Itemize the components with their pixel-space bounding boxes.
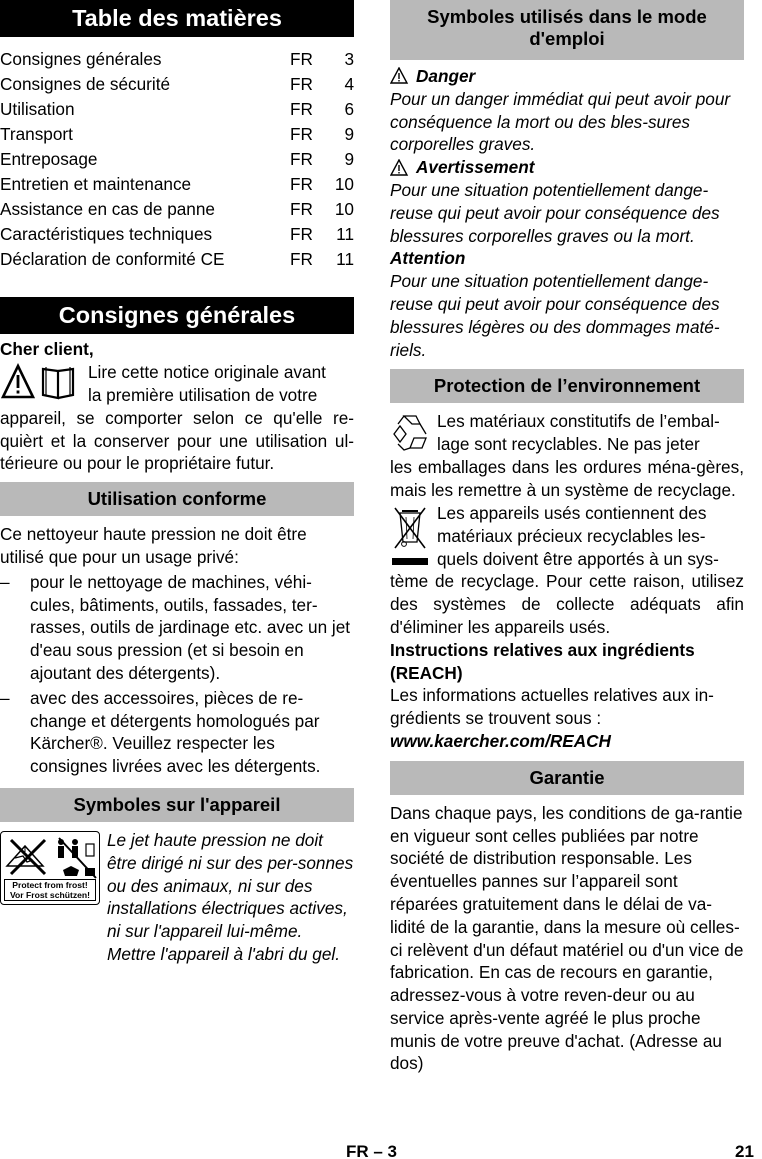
warning-text: Pour une situation potentiellement dange-reuse qui peut avoir pour conséquence des blessures corporelles graves ou la mort.: [390, 179, 720, 246]
toc-entry-label: Transport: [0, 124, 73, 144]
weee-text: tème de recyclage. Pour cette raison, utilisez des systèmes de collecte adéquats afin d'éliminer les appareils usés.: [390, 571, 744, 637]
list-item: [0, 571, 354, 685]
toc-entry-page: 4: [344, 74, 354, 94]
toc-entry-label: Entreposage: [0, 149, 98, 169]
toc-entry-page: 11: [336, 224, 354, 244]
crossed-bin-icon: [390, 504, 430, 568]
recycle-line-2: lage sont recyclables. Ne pas jeter: [437, 434, 700, 455]
toc-entry-lang: FR: [290, 74, 313, 94]
weee-line-1: Les appareils usés contiennent des: [437, 502, 707, 523]
recycle-block: [390, 410, 744, 502]
toc-entry[interactable]: [0, 247, 354, 272]
footer-page-label: FR – 3: [346, 1142, 398, 1159]
warning-triangle-icon: [390, 159, 416, 177]
environment-section: [390, 410, 744, 752]
toc-entry-label: Entretien et maintenance: [0, 174, 192, 194]
recycle-icon: [390, 412, 430, 454]
manual-symbols-heading: Symboles utilisés dans le mode d'emploi: [390, 0, 744, 60]
weee-block: [390, 502, 744, 639]
proper-use-section: [0, 523, 354, 778]
toc-entry[interactable]: [0, 172, 354, 197]
toc-entry-label: Consignes générales: [0, 49, 162, 69]
warning-label: Avertissement: [416, 157, 535, 178]
toc-entry-page: 10: [334, 199, 354, 219]
device-label-image: [0, 831, 100, 905]
warranty-text: Dans chaque pays, les conditions de ga-rantie en vigueur sont celles publiées par notre société de distribution responsable. Les éventuelles pannes sur l’appareil sont réparées gratuitement dans le délai de va-lidité de la garantie, dans la mesure où celles-ci relèvent d'un défaut matériel ou d'un vice de fabrication. En cas de recours en garantie, adressez-vous à votre reven-deur ou au service après-vente agréé le plus proche munis de votre preuve d'achat. (Adresse au dos): [390, 802, 744, 1074]
toc-entry-lang: FR: [290, 49, 313, 69]
caution-label: Attention: [390, 248, 466, 269]
device-symbols-text: Le jet haute pression ne doit être dirigé ni sur des per-sonnes ou des animaux, ni sur des installations électriques actives, ni sur l'appareil lui-même. Mettre l'appareil à l'abri du gel.: [107, 829, 354, 964]
toc-entry-label: Caractéristiques techniques: [0, 224, 213, 244]
left-column: [0, 0, 354, 966]
toc-entry-label: Déclaration de conformité CE: [0, 249, 225, 269]
toc-entry-lang: FR: [290, 99, 313, 119]
toc-entry-page: 11: [336, 249, 354, 269]
toc-entry-label: Assistance en cas de panne: [0, 199, 215, 219]
weee-line-2: matériaux précieux recyclables les-: [437, 525, 706, 546]
reach-text: Les informations actuelles relatives aux in-grédients se trouvent sous :: [390, 685, 714, 729]
toc-entry[interactable]: [0, 72, 354, 97]
general-section: [0, 338, 354, 475]
list-item-text: avec des accessoires, pièces de re-change et détergents homologués par Kärcher®. Veuillez respecter les consignes livrées avec les détergents.: [30, 687, 321, 777]
toc-entry[interactable]: [0, 47, 354, 72]
toc-entry[interactable]: [0, 197, 354, 222]
toc-entry-lang: FR: [290, 174, 313, 194]
toc-entry-page: 9: [344, 149, 354, 169]
no-spray-icon: [1, 832, 98, 884]
toc-entry-lang: FR: [290, 149, 313, 169]
toc-entry-label: Utilisation: [0, 99, 75, 119]
device-symbols-heading: Symboles sur l'appareil: [0, 788, 354, 822]
warning-triangle-icon: [390, 67, 416, 85]
reach-heading: Instructions relatives aux ingrédients (REACH): [390, 639, 695, 683]
toc-heading: Table des matières: [0, 0, 354, 37]
general-heading: Consignes générales: [0, 297, 354, 334]
toc-entry[interactable]: [0, 122, 354, 147]
toc-entry-page: 6: [344, 99, 354, 119]
toc-entry[interactable]: [0, 147, 354, 172]
intro-line-1: Lire cette notice originale avant: [88, 361, 326, 382]
warning-heading: [390, 156, 744, 179]
toc-entry-lang: FR: [290, 124, 313, 144]
environment-heading: Protection de l’environnement: [390, 369, 744, 403]
manual-symbols-section: [390, 65, 744, 361]
warning-book-icon: [0, 363, 82, 403]
reach-link[interactable]: www.kaercher.com/REACH: [390, 730, 611, 751]
danger-text: Pour un danger immédiat qui peut avoir pour conséquence la mort ou des bles-sures corporelles graves.: [390, 88, 731, 155]
list-item: [0, 687, 354, 778]
intro-block: [0, 361, 354, 475]
intro-icons: [0, 363, 82, 407]
frost-label-line-2: Vor Frost schützen!: [9, 889, 91, 900]
list-dash: –: [0, 571, 10, 592]
list-dash: –: [0, 687, 10, 708]
greeting: Cher client,: [0, 339, 94, 359]
recycle-line-1: Les matériaux constitutifs de l’embal-: [437, 411, 720, 432]
recycle-icon-wrap: [390, 412, 432, 456]
toc-entry[interactable]: [0, 97, 354, 122]
toc-entry-lang: FR: [290, 224, 313, 244]
toc-entry-page: 10: [334, 174, 354, 194]
toc-entry-page: 9: [344, 124, 354, 144]
weee-line-3: quels doivent être apportés à un sys-: [437, 548, 719, 569]
recycle-text: les emballages dans les ordures ména-gères, mais les remettre à un système de recyclage.: [390, 457, 744, 501]
frost-label: [4, 879, 96, 901]
toc-entry-lang: FR: [290, 199, 313, 219]
weee-icon-wrap: [390, 504, 432, 570]
toc-list: [0, 47, 354, 272]
danger-label: Danger: [416, 66, 476, 86]
device-symbols-section: [0, 829, 354, 966]
toc-entry-lang: FR: [290, 249, 313, 269]
frost-label-line-1: Protect from frost!: [12, 879, 88, 890]
right-column: [390, 0, 744, 1075]
toc-entry-label: Consignes de sécurité: [0, 74, 171, 94]
caution-text: Pour une situation potentiellement dange-reuse qui peut avoir pour conséquence des blessures légères ou des dommages maté-riels.: [390, 271, 720, 360]
proper-use-text: Ce nettoyeur haute pression ne doit être utilisé que pour un usage privé:: [0, 524, 307, 567]
footer-page-number: 21: [735, 1142, 754, 1159]
toc-entry-page: 3: [344, 49, 354, 69]
proper-use-heading: Utilisation conforme: [0, 482, 354, 516]
intro-line-2: la première utilisation de votre: [88, 384, 318, 405]
toc-entry[interactable]: [0, 222, 354, 247]
danger-heading: [390, 65, 744, 88]
warranty-heading: Garantie: [390, 761, 744, 795]
intro-text: appareil, se comporter selon ce qu'elle re-quièrt et la conserver pour une utilisation ul-térieure ou pour le propriétaire futur.: [0, 407, 354, 474]
list-item-text: pour le nettoyage de machines, véhi-cules, bâtiments, outils, fassades, ter-rasses, outils de jardinage etc. avec un jet d'eau sous pression (et si besoin en ajoutant des détergents).: [30, 571, 351, 683]
